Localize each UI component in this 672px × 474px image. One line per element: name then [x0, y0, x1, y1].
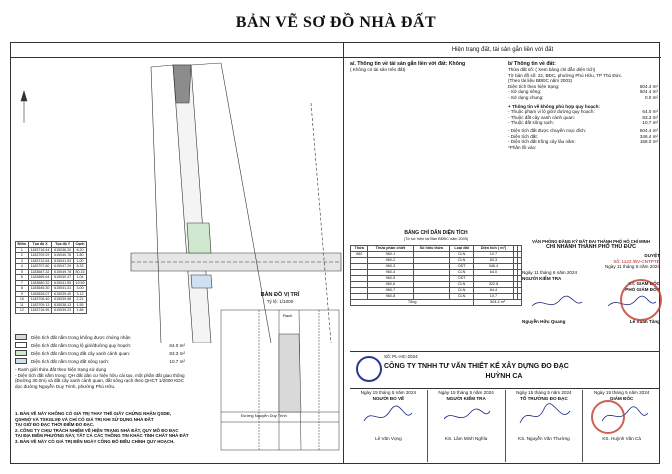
coordinate-cell: 10: [16, 297, 29, 303]
coordinate-cell: 7: [16, 280, 29, 286]
area-table-subtitle: (Tờ số: hiện tại Bản BĐĐC năm 2003): [403, 236, 469, 241]
company-name: CÔNG TY TNHH TƯ VẤN THIẾT KẾ XÂY DỰNG ĐO ĐẠC: [384, 363, 569, 370]
area-table-head: [351, 246, 522, 252]
area-total: 504.4 m²: [474, 300, 522, 306]
area-cell: CLN: [449, 288, 473, 294]
coordinate-row: [16, 308, 87, 314]
area-header-cell: Thửa: [351, 246, 368, 252]
chuyen-label: - Diện tích đất được chuyển mục đích:: [508, 127, 587, 133]
coordinate-cell: 1.04: [73, 275, 86, 281]
location-road-label: Đường Nguyễn Duy Trinh: [241, 413, 287, 418]
signature-name: KS. Nguyễn Văn Thường: [518, 436, 570, 442]
area-cell: 960-2: [368, 258, 413, 264]
legend-swatch: [15, 334, 27, 340]
signature-mark: [436, 401, 496, 431]
legend-value: 64.0 m²: [169, 342, 185, 348]
coordinate-cell: 1.55: [73, 302, 86, 308]
area-cell: 322.8: [474, 282, 513, 288]
signature-name: KS. Huỳnh Văn Cả: [602, 436, 641, 442]
notes: [15, 411, 215, 445]
section-a-sub: ( Không có tài sản trên đất): [350, 67, 406, 72]
location-map-drawing: [219, 304, 341, 454]
legend-items: [15, 333, 185, 365]
coordinate-cell: 8.20: [73, 247, 86, 253]
coordinate-cell: 615039.40: [52, 291, 74, 297]
coordinate-cell: 615039.58: [52, 297, 74, 303]
dt-hien-trang-label: Diện tích theo hiện trạng:: [508, 83, 560, 89]
area-cell: 346.4: [474, 264, 513, 270]
section-b-title: b/ Thông tin về đất:: [508, 61, 556, 67]
authority-ngay-kt: Ngày 11 tháng 6 năm 2024: [522, 269, 578, 275]
coordinate-cell: 6: [16, 275, 29, 281]
legend-swatch: [15, 350, 27, 356]
pham-vi-label: - Thuộc phạm vi lộ giới/ đường quy hoạch:: [508, 109, 595, 115]
area-cell: 960-6: [368, 282, 413, 288]
chuyen: 504.4 m²: [639, 127, 658, 133]
coordinate-cell: 1183718.95: [28, 308, 52, 314]
legend-text-3: (Đường 30.0m) và đất cây xanh cảnh quan, đất sông rạch theo QHCT 1/2000 KDC dọc đường Nguyễn Duy Trinh, phường Phú Hữu.: [15, 378, 184, 389]
coordinate-cell: 615039.23: [52, 308, 74, 314]
authority-so: Số: 1122 /BV-CNTPTĐ: [613, 258, 660, 264]
coord-header-x: Tọa độ X: [28, 242, 52, 248]
signature-date: Ngày 15 tháng 5 năm 2024: [438, 390, 494, 395]
coord-header-y: Tọa độ Y: [52, 242, 74, 248]
legend-label: Diện tích đất nằm trong đất cây xanh cảnh quan:: [31, 350, 131, 356]
company-name2: HUỲNH CA: [485, 373, 523, 380]
legend-text-2: - Diện tích đất nằm trong: QH đất dân cư hiện hữu cải tạo, một phần đất giao thông: [15, 372, 185, 378]
area-cell: 960-8: [368, 294, 413, 300]
location-map-title: BẢN ĐỒ VỊ TRÍ: [260, 292, 300, 298]
legend-value: 10.7 m²: [169, 358, 185, 364]
left-panel: [11, 43, 344, 463]
area-cell: 960: [351, 252, 368, 258]
coordinate-cell: 11: [16, 302, 29, 308]
signature-name: Lê Văn Vọng: [375, 436, 402, 442]
location-map: [219, 293, 341, 461]
section-a-title: a/. Thông tin về tài sản gắn liền với đất: Không: [350, 61, 466, 67]
authority-person1: Nguyễn Hữu Quang: [522, 319, 566, 325]
area-cell: 960-7: [368, 288, 413, 294]
area-cell: 64.0: [474, 270, 513, 276]
authority-nguoi-kiem-tra: NGƯỜI KIỂM TRA: [522, 275, 562, 281]
coordinate-table: [15, 241, 87, 314]
notes-list: [15, 411, 215, 445]
note-line: 2. CÔNG TY CHỊU TRÁCH NHIỆM VỀ HIỆN TRẠNG NHÀ ĐẤT, QUY MÔ ĐO ĐẠC: [15, 427, 179, 433]
cay-lau-nam-label: - Diện tích đất trồng cây lâu năm:: [508, 139, 576, 145]
area-table-wrap: [350, 231, 522, 242]
authority-person2: Lê Xuân Tăng: [629, 319, 660, 325]
asset-info: [350, 59, 520, 73]
coordinate-cell: 615040.47: [52, 275, 74, 281]
authority-block: [522, 239, 660, 325]
company-reg: Số: PL-HC-2024: [384, 354, 418, 359]
legend: [15, 333, 185, 389]
signature-role: NGƯỜI ĐO VẼ: [372, 395, 405, 401]
coordinate-cell: 3: [16, 258, 29, 264]
coordinate-cell: 1183709.29: [28, 253, 52, 259]
coordinate-cell: 615047.29: [52, 264, 74, 270]
area-header-cell: Thửa phân chiết: [368, 246, 413, 252]
authority-ngay: Ngày 11 tháng 6 năm 2024: [604, 264, 660, 270]
coordinate-cell: 1183709.13: [28, 302, 52, 308]
coord-header-point: Điểm: [17, 242, 27, 246]
signature-mark: [514, 401, 574, 431]
coordinate-cell: 615036.20: [52, 247, 74, 253]
coordinate-cell: 2.21: [73, 297, 86, 303]
coordinate-cell: 615041.31: [52, 286, 74, 292]
coordinate-cell: 12: [16, 308, 29, 314]
company-seal: [591, 400, 625, 434]
area-cell: 960-4: [368, 270, 413, 276]
to-ban-do: Tờ bản đồ số: 22, BĐC, phường Phú Hữu, TP Thủ Đức.: [508, 72, 623, 78]
theo-tai-lieu: (Theo tài liệu BĐĐC năm 2003): [508, 78, 573, 84]
signature-role: NGƯỜI KIỂM TRA: [446, 395, 486, 401]
legend-swatch: [15, 342, 27, 348]
page-title: BẢN VẼ SƠ ĐỒ NHÀ ĐẤT: [235, 14, 437, 31]
coordinate-cell: 1183718.44: [28, 247, 52, 253]
dt-dat: 346.4 m²: [639, 133, 658, 139]
coordinate-cell: 1183645.30: [28, 286, 52, 292]
coordinate-cell: 615038.13: [52, 302, 74, 308]
signature-cell: [350, 390, 428, 462]
company-block: [350, 351, 660, 389]
area-cell: 960-5: [368, 276, 413, 282]
signature-row: [350, 390, 660, 462]
coordinate-rows: [16, 247, 87, 313]
document-frame: [10, 42, 660, 464]
coordinate-cell: 1183687.32: [28, 269, 52, 275]
area-cell: CLN: [449, 294, 473, 300]
authority-seal: [620, 279, 662, 321]
sd-chung-label: - Sở dụng chung:: [508, 94, 544, 100]
signature-date: Ngày 15 tháng 5 năm 2024: [516, 390, 572, 395]
note-line: TẠI ĐỊA ĐIỂM PHƯỜNG NÀY, TẤT CẢ CÁC THÔNG TIN KHÁC TÍNH CHẤT NHÀ ĐẤT: [15, 433, 189, 439]
cay-xanh-label: - Thuộc đất cây xanh cảnh quan:: [508, 114, 575, 120]
authority-pho-giam-doc: PHÓ GIÁM ĐỐC: [625, 286, 660, 292]
legend-item: [15, 349, 185, 357]
dt-hien-trang: 504.4 m²: [639, 83, 658, 89]
area-cell: 960-3: [368, 264, 413, 270]
authority-duyet: DUYỆT: [644, 253, 660, 259]
signature-role: TỔ TRƯỞNG ĐO ĐẠC: [519, 395, 568, 401]
area-header-cell: Số hiệu thửa: [413, 246, 449, 252]
page: [10, 8, 662, 466]
dt-dat-label: - Diện tích đất:: [508, 133, 538, 139]
legend-item: [15, 341, 185, 349]
area-cell: 960-1: [368, 252, 413, 258]
land-info: [508, 59, 658, 150]
area-total-label: Tổng: [351, 300, 474, 306]
coordinate-cell: 1.80: [73, 253, 86, 259]
right-header: Hiện trạng đất, tài sản gắn liền với đất: [344, 43, 661, 58]
area-header-cell: Loại đất: [449, 246, 473, 252]
area-cell: 83.3: [474, 258, 513, 264]
area-cell: CLN: [449, 270, 473, 276]
area-cell: 10.7: [474, 294, 513, 300]
location-map-scale: Tỷ lệ: 1/1000: [266, 298, 294, 304]
pham-vi: 64.0 m²: [642, 109, 658, 115]
phan-loi: *Phần lối vào:: [508, 144, 537, 150]
sd-chung: 0.0 m²: [644, 94, 658, 100]
coordinate-cell: 1183628.07: [28, 291, 52, 297]
song-rach: 10.7 m²: [642, 120, 658, 126]
note-line: 3. BẢN VẼ NÀY CÓ GIÁ TRỊ ĐẾN NGÀY CÔNG BỐ ĐIỀU CHỈNH QUY HOẠCH.: [15, 438, 175, 444]
area-cell: 84.4: [474, 288, 513, 294]
legend-label: Diện tích đất nằm trong lộ giới/đường quy hoạch:: [31, 342, 132, 348]
coordinate-cell: 615041.53: [52, 258, 74, 264]
sd-rieng: 504.4 m²: [639, 89, 658, 95]
coordinate-cell: 4: [16, 264, 29, 270]
cay-xanh: 83.3 m²: [642, 114, 658, 120]
authority-line2: CHI NHÁNH THÀNH PHỐ THỦ ĐỨC: [545, 243, 637, 250]
coordinate-cell: 8.33: [73, 264, 86, 270]
authority-giam-doc: KT. GIÁM ĐỐC: [628, 281, 660, 287]
legend-value: 83.3 m²: [169, 350, 185, 356]
coordinate-cell: 5: [16, 269, 29, 275]
note-line: TẠI GIỜ ĐO ĐẠC THỜI ĐIỂM ĐO ĐẠC.: [15, 422, 95, 428]
signature-cell: [506, 390, 584, 462]
legend-label: Diện tích đất nằm trong đất sông rạch:: [31, 358, 110, 364]
coordinate-cell: 1183706.40: [28, 297, 52, 303]
coord-header-edge: Cạnh: [73, 242, 86, 248]
signature-date: Ngày 15 tháng 5 năm 2024: [593, 390, 650, 395]
coordinate-cell: 3.00: [73, 286, 86, 292]
area-header-cell: Diện tích ( m²): [474, 246, 513, 252]
area-cell: CLN: [449, 252, 473, 258]
legend-item: [15, 333, 185, 341]
coordinate-cell: 615049.78: [52, 269, 74, 275]
area-cell: ODT: [449, 276, 473, 282]
coordinate-cell: 1.00: [73, 258, 86, 264]
signature-date: Ngày 15 tháng 5 năm 2024: [360, 390, 417, 395]
area-cell: CLN: [449, 258, 473, 264]
coordinate-cell: 2: [16, 253, 29, 259]
coordinate-cell: 1183707.80: [28, 264, 52, 270]
signature-name: KS. Lâm Minh Nghĩa: [444, 436, 488, 442]
coordinate-cell: 8: [16, 286, 29, 292]
cay-lau-nam: 158.0 m²: [639, 139, 658, 145]
authority-line1: VĂN PHÒNG ĐĂNG KÝ ĐẤT ĐAI THÀNH PHỐ HỒ CHÍ MINH: [532, 239, 650, 244]
legend-swatch: [15, 358, 27, 364]
coordinate-cell: 1183660.32: [28, 280, 52, 286]
coordinate-cell: 615040.76: [52, 253, 74, 259]
signature-role: GIÁM ĐỐC: [609, 395, 634, 401]
area-cell: CLN: [449, 282, 473, 288]
legend-item: [15, 357, 185, 365]
coordinate-cell: 19.59: [73, 280, 86, 286]
area-table-body: [351, 252, 522, 300]
area-table-title: BẢNG CHỈ DẪN DIỆN TÍCH: [404, 230, 468, 236]
signature-cell: [428, 390, 506, 462]
coordinate-cell: 615041.55: [52, 280, 74, 286]
thua-so: Thửa đất số: ( Xem bảng chỉ dẫn diện tích): [508, 67, 596, 72]
coordinate-cell: 9: [16, 291, 29, 297]
section-phu-hop: + Thông tin về không phù hợp quy hoạch:: [508, 103, 600, 109]
company-logo-icon: [356, 356, 382, 382]
area-table: [350, 245, 522, 306]
signature-cell: [583, 390, 660, 462]
coordinate-cell: 80.15: [73, 269, 86, 275]
area-cell: ODT: [449, 264, 473, 270]
note-line: QSHNỞ VÀ TSKGLVĐ VÀ CHỈ CÓ GIÁ TRỊ KHI SỬ DỤNG NHÀ ĐẤT: [15, 416, 154, 422]
signature-mark: [358, 401, 418, 431]
coordinate-cell: 1.86: [73, 308, 86, 314]
note-line: 1. BẢN VẼ NÀY KHÔNG CÓ GIÁ TRỊ THAY THẾ GIẤY CHỨNG NHẬN QSDĐ,: [15, 411, 171, 416]
location-rach-label: Rạch: [283, 313, 293, 318]
sd-rieng-label: - Sở dụng riêng:: [508, 89, 542, 95]
coordinate-cell: 1: [16, 247, 29, 253]
area-cell: 10.7: [474, 252, 513, 258]
legend-label: Diện tích đất nằm trong không được chứng nhận: [31, 334, 131, 340]
legend-text-1: - Ranh giới thửa đất theo hiện trạng sử dụng: [15, 367, 107, 372]
song-rach-label: - Thuộc đất sông rạch:: [508, 120, 554, 126]
coordinate-cell: 3.12: [73, 291, 86, 297]
coordinate-cell: 1183665.64: [28, 275, 52, 281]
right-panel: [344, 43, 661, 463]
coordinate-cell: 1183712.54: [28, 258, 52, 264]
